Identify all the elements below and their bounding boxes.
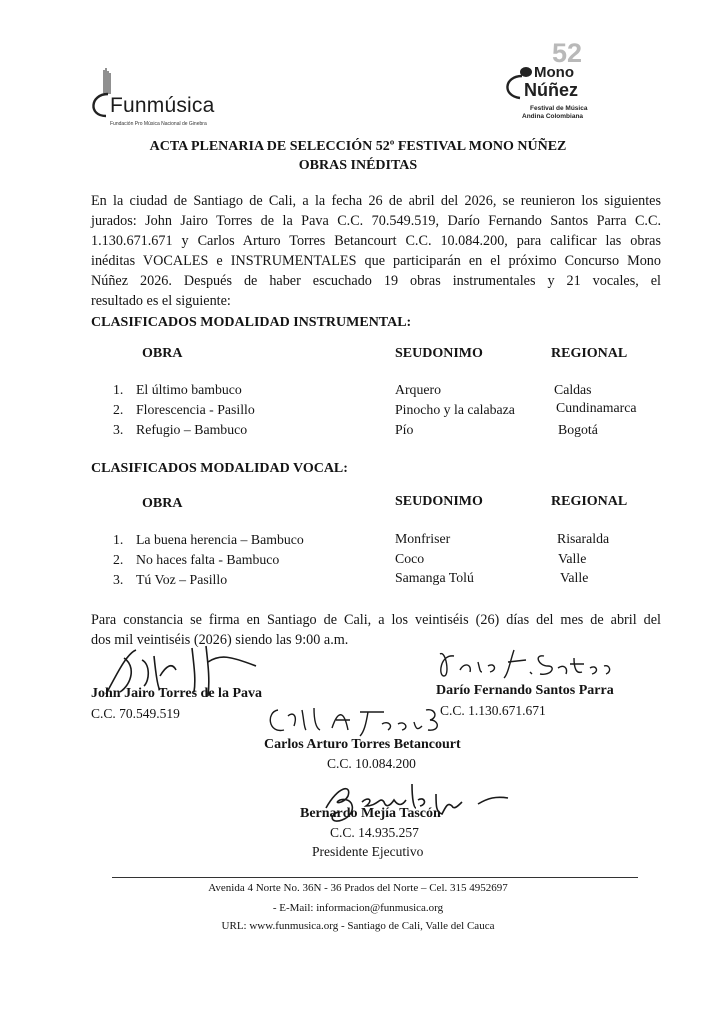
vocal-regional-header: REGIONAL <box>551 494 628 509</box>
seudonimo-cell: Coco <box>395 551 425 566</box>
funmusica-logo <box>86 62 246 136</box>
document-subtitle: OBRAS INÉDITAS <box>298 158 418 173</box>
seudonimo-cell: Monfriser <box>395 531 451 546</box>
regional-cell: Caldas <box>554 382 592 397</box>
mono-nunez-logo-mono: Mono <box>534 64 574 81</box>
closing-line: dos mil veintiséis (2026) siendo las 9:00 a.m. <box>91 632 349 648</box>
document-title: ACTA PLENARIA DE SELECCIÓN 52º FESTIVAL MONO NÚÑEZ <box>149 139 567 154</box>
regional-cell: Valle <box>558 551 587 566</box>
regional-cell: Bogotá <box>558 422 598 437</box>
mono-nunez-logo-andina: Andina Colombiana <box>522 113 584 120</box>
carlos-name: Carlos Arturo Torres Betancourt <box>264 737 461 752</box>
intro-line: Núñez 2026. Después de haber escuchado 19 obras instrumentales y 21 vocales, el <box>91 273 661 289</box>
obra-cell: La buena herencia – Bambuco <box>136 532 304 547</box>
instrumental-seudonimo-header: SEUDONIMO <box>395 346 483 361</box>
instrumental-heading: CLASIFICADOS MODALIDAD INSTRUMENTAL: <box>91 315 412 330</box>
intro-line: 1.130.671.671 y Carlos Arturo Torres Betancourt C.C. 10.084.200, para calificar las obras <box>91 233 661 249</box>
obra-cell: El último bambuco <box>136 382 242 397</box>
regional-cell: Valle <box>560 570 589 585</box>
seudonimo-cell: Pío <box>395 422 414 437</box>
obra-cell: Tú Voz – Pasillo <box>136 572 228 587</box>
bernardo-cc: C.C. 14.935.257 <box>330 825 419 840</box>
regional-cell: Cundinamarca <box>556 400 637 415</box>
seudonimo-cell: Pinocho y la calabaza <box>395 402 515 417</box>
obra-cell: No haces falta - Bambuco <box>136 552 280 567</box>
intro-line: resultado es el siguiente: <box>91 293 231 309</box>
row-number: 2. <box>113 402 124 417</box>
intro-line: jurados: John Jairo Torres de la Pava C.C. 70.549.519, Darío Fernando Santos Parra C.C. <box>91 213 661 229</box>
bernardo-name: Bernardo Mejía Tascón <box>300 806 441 821</box>
bernardo-role: Presidente Ejecutivo <box>312 844 424 859</box>
regional-cell: Risaralda <box>557 531 610 546</box>
obra-cell: Refugio – Bambuco <box>136 422 248 437</box>
festival-edition-number: 52 <box>552 38 583 68</box>
intro-line: inéditas VOCALES e INSTRUMENTALES que participarán en el próximo Concurso Mono <box>91 253 661 269</box>
instrumental-obra-header: OBRA <box>142 346 183 361</box>
carlos-cc: C.C. 10.084.200 <box>327 756 416 771</box>
mono-nunez-logo <box>496 38 606 124</box>
vocal-heading: CLASIFICADOS MODALIDAD VOCAL: <box>91 461 348 476</box>
row-number: 3. <box>113 572 124 587</box>
john-cc: C.C. 70.549.519 <box>91 706 180 721</box>
footer-address: Avenida 4 Norte No. 36N - 36 Prados del Norte – Cel. 315 4952697 <box>208 882 508 894</box>
mono-nunez-logo-festival: Festival de Música <box>530 105 588 112</box>
dario-cc: C.C. 1.130.671.671 <box>440 703 546 718</box>
dario-name: Darío Fernando Santos Parra <box>436 683 614 698</box>
intro-line: En la ciudad de Santiago de Cali, a la fecha 26 de abril del 2026, se reunieron los siguientes <box>91 193 661 209</box>
footer-url: URL: www.funmusica.org - Santiago de Cali, Valle del Cauca <box>221 920 495 932</box>
vocal-seudonimo-header: SEUDONIMO <box>395 494 483 509</box>
row-number: 3. <box>113 422 124 437</box>
funmusica-logo-text: Funmúsica <box>110 94 215 117</box>
intro-paragraph <box>91 191 661 311</box>
row-number: 1. <box>113 382 124 397</box>
funmusica-logo-subtitle: Fundación Pro Música Nacional de Ginebra <box>110 121 207 127</box>
seudonimo-cell: Arquero <box>395 382 441 397</box>
row-number: 1. <box>113 532 124 547</box>
instrumental-regional-header: REGIONAL <box>551 346 628 361</box>
footer-email: - E-Mail: informacion@funmusica.org <box>272 902 444 914</box>
vocal-obra-header: OBRA <box>142 496 183 511</box>
mono-nunez-logo-nunez: Núñez <box>524 80 578 100</box>
closing-line: Para constancia se firma en Santiago de Cali, a los veintiséis (26) días del mes de abril del <box>91 612 661 628</box>
dario-signature <box>434 642 624 684</box>
john-name: John Jairo Torres de la Pava <box>91 686 263 701</box>
row-number: 2. <box>113 552 124 567</box>
seudonimo-cell: Samanga Tolú <box>395 570 474 585</box>
obra-cell: Florescencia - Pasillo <box>136 402 255 417</box>
